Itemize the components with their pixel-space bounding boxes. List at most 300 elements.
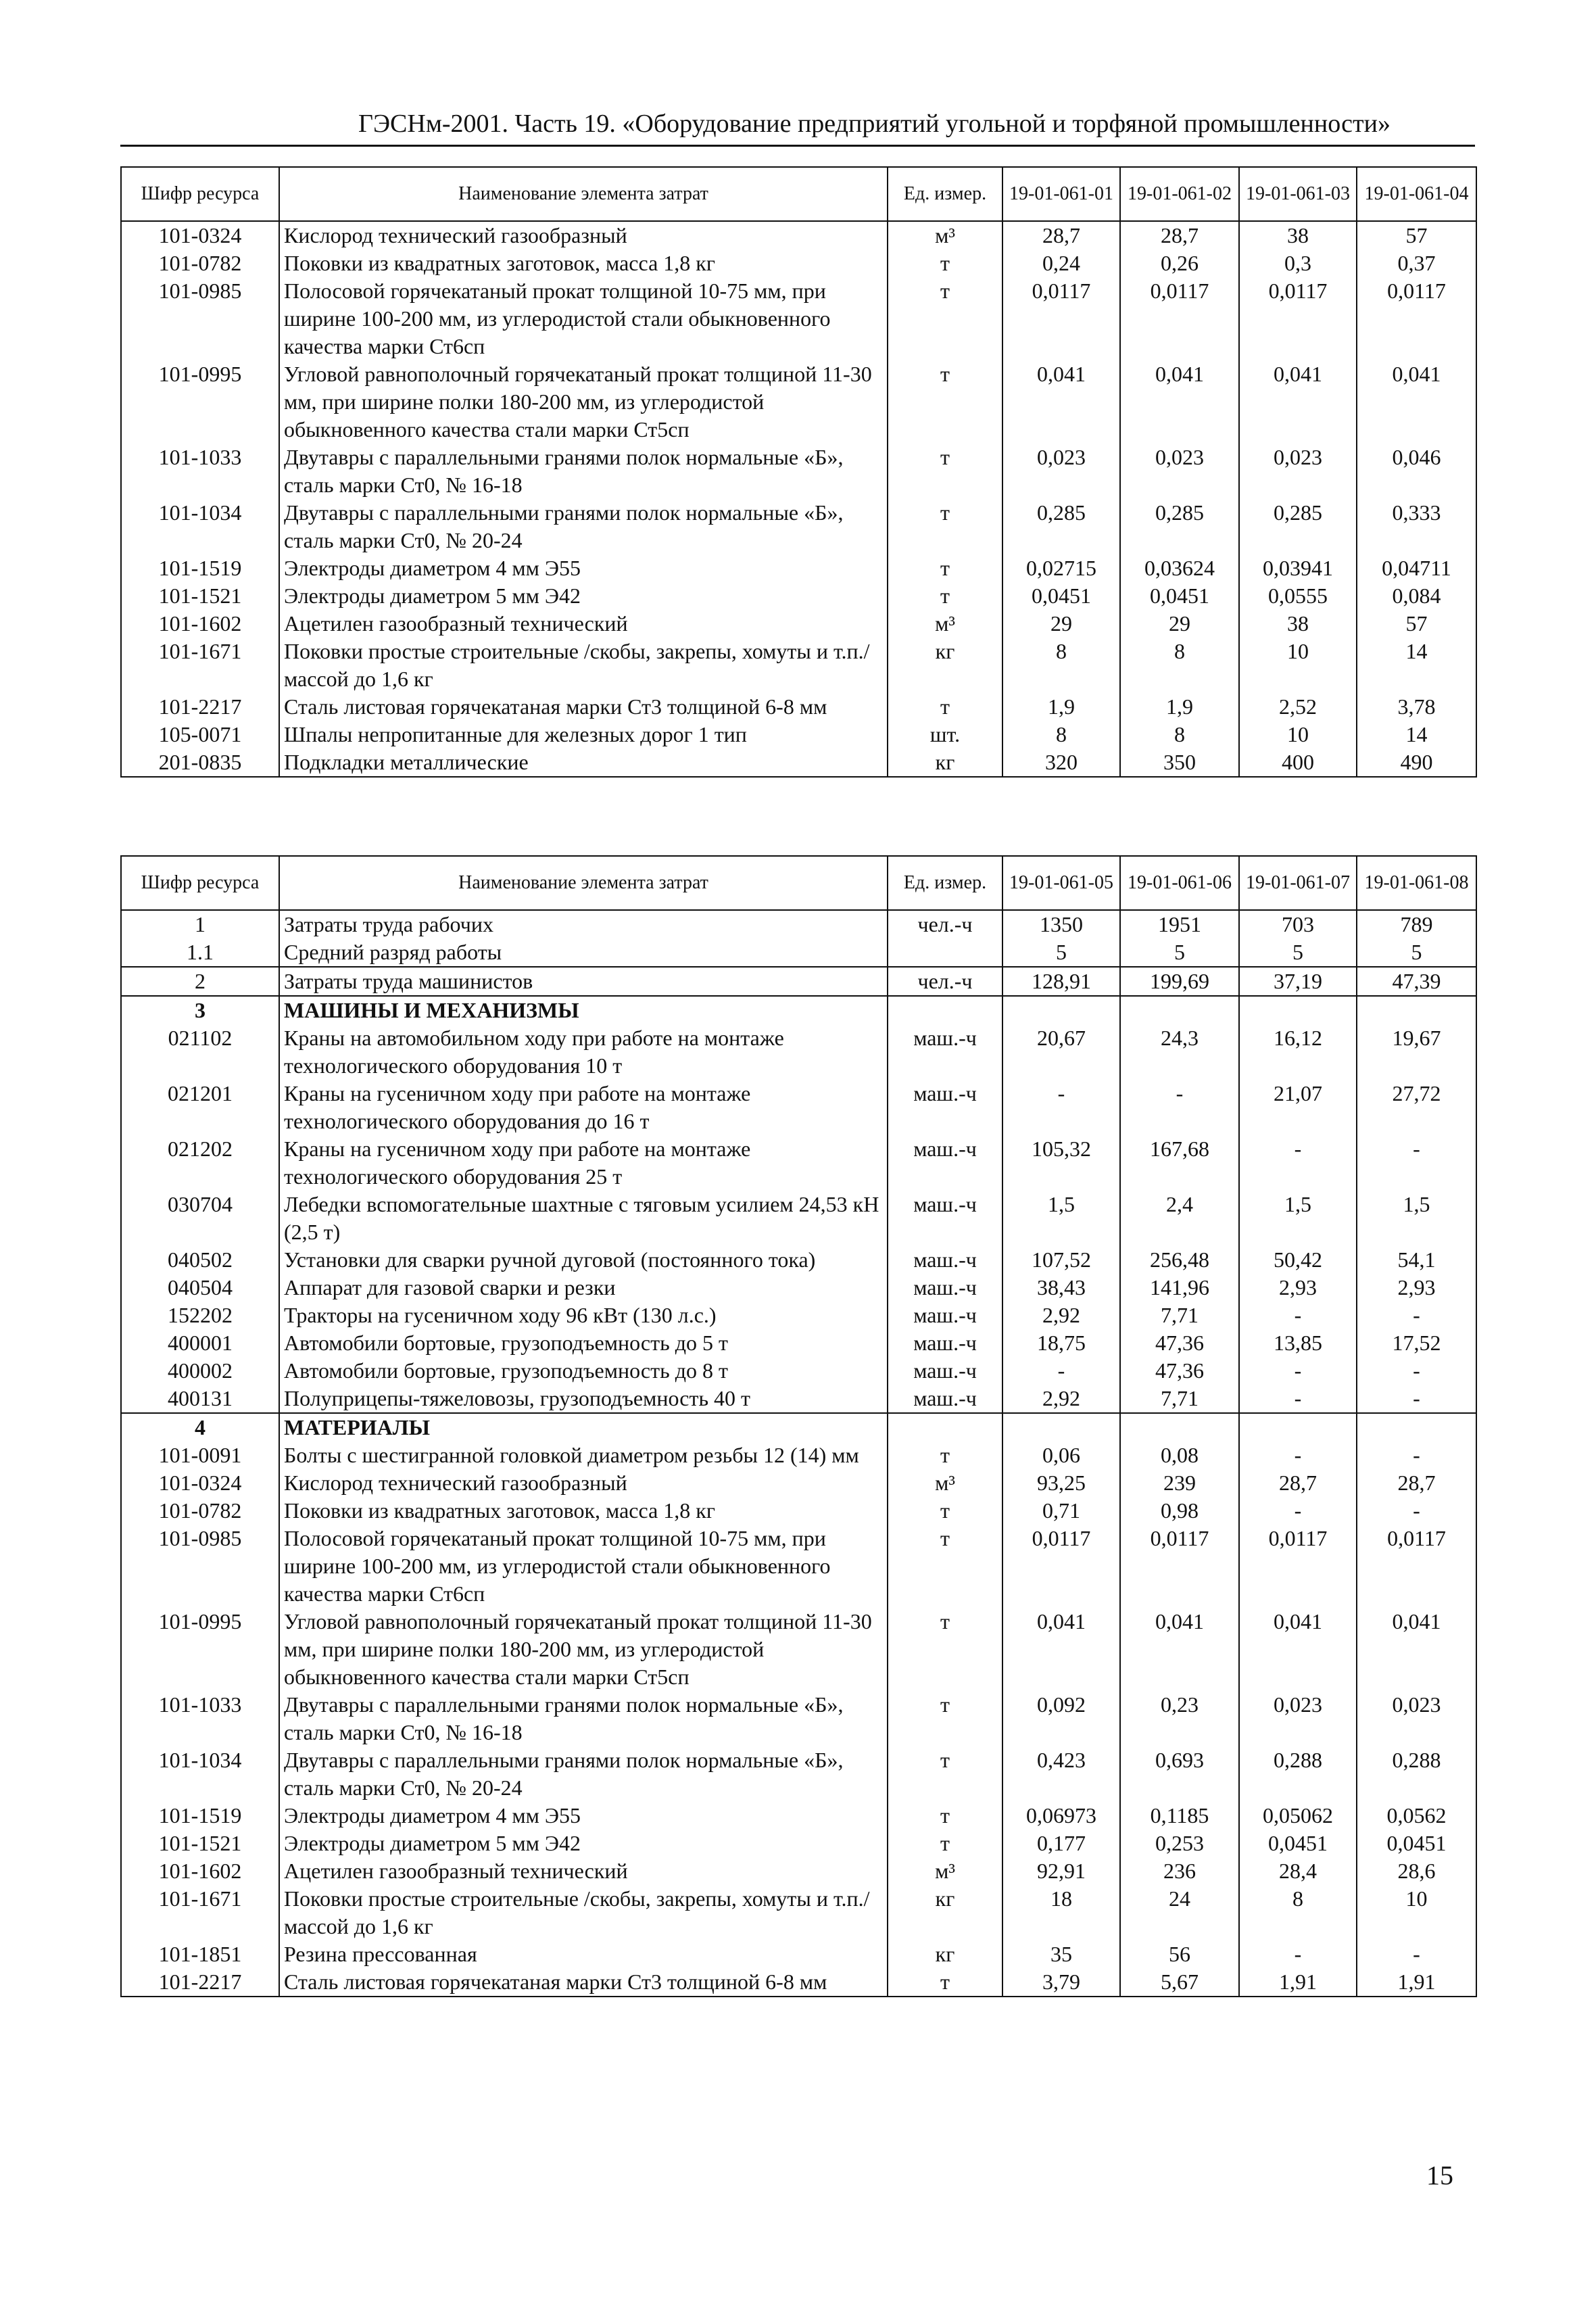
cell-value-4: 28,6 [1357, 1857, 1476, 1885]
cell-unit: т [888, 1497, 1002, 1525]
cell-value-3: 37,19 [1239, 967, 1357, 996]
cell-value-1: 20,67 [1002, 1024, 1120, 1080]
cell-unit: т [888, 499, 1002, 554]
cell-value-2: 0,041 [1120, 360, 1239, 444]
cell-code: 040504 [121, 1274, 279, 1302]
resource-table-1 [120, 166, 1477, 778]
cell-name: Краны на автомобильном ходу при работе на монтаже технологического оборудования 10 т [279, 1024, 888, 1080]
cell-value-3: 16,12 [1239, 1024, 1357, 1080]
cell-code: 101-1602 [121, 610, 279, 638]
cell-code: 101-0782 [121, 249, 279, 277]
cell-value-4: 27,72 [1357, 1080, 1476, 1135]
table-row [121, 554, 1476, 582]
cell-code: 101-1034 [121, 499, 279, 554]
cell-value-4: 490 [1357, 748, 1476, 777]
col-header-unit: Ед. измер. [888, 856, 1002, 910]
cell-unit: маш.-ч [888, 1246, 1002, 1274]
table-row [121, 1802, 1476, 1830]
cell-code: 021201 [121, 1080, 279, 1135]
col-header-code: Шифр ресурса [121, 856, 279, 910]
cell-value-4: 1,5 [1357, 1191, 1476, 1246]
cell-value-2: 350 [1120, 748, 1239, 777]
col-header-unit: Ед. измер. [888, 167, 1002, 221]
table-row [121, 1385, 1476, 1413]
cell-value-4: 28,7 [1357, 1469, 1476, 1497]
table-row [121, 1246, 1476, 1274]
cell-code: 101-0091 [121, 1441, 279, 1469]
cell-unit: т [888, 1802, 1002, 1830]
cell-name: Установки для сварки ручной дуговой (постоянного тока) [279, 1246, 888, 1274]
cell-value-3: 28,7 [1239, 1469, 1357, 1497]
cell-unit: шт. [888, 721, 1002, 748]
cell-code: 101-0995 [121, 360, 279, 444]
cell-value-3: 10 [1239, 638, 1357, 693]
cell-value-2: 0,23 [1120, 1691, 1239, 1746]
cell-value-4: 0,041 [1357, 1608, 1476, 1691]
cell-code: 101-1033 [121, 444, 279, 499]
cell-code: 030704 [121, 1191, 279, 1246]
cell-name: Подкладки металлические [279, 748, 888, 777]
cell-value-4: 0,023 [1357, 1691, 1476, 1746]
table-row [121, 1940, 1476, 1968]
cell-code: 101-1519 [121, 554, 279, 582]
table-row [121, 1024, 1476, 1080]
cell-value-4: - [1357, 1385, 1476, 1413]
cell-name: МАТЕРИАЛЫ [279, 1413, 888, 1441]
cell-name: Лебедки вспомогательные шахтные с тяговым усилием 24,53 кН (2,5 т) [279, 1191, 888, 1246]
cell-code: 152202 [121, 1302, 279, 1329]
cell-value-3: 13,85 [1239, 1329, 1357, 1357]
cell-name: Ацетилен газообразный технический [279, 610, 888, 638]
cell-unit: т [888, 1691, 1002, 1746]
cell-value-4: 0,288 [1357, 1746, 1476, 1802]
cell-code: 400131 [121, 1385, 279, 1413]
cell-value-2: 0,98 [1120, 1497, 1239, 1525]
table-row [121, 721, 1476, 748]
cell-code: 1.1 [121, 938, 279, 967]
cell-name: Средний разряд работы [279, 938, 888, 967]
cell-unit: маш.-ч [888, 1024, 1002, 1080]
cell-value-3: 0,3 [1239, 249, 1357, 277]
cell-value-2: 167,68 [1120, 1135, 1239, 1191]
cell-code: 400002 [121, 1357, 279, 1385]
col-header-c1: 19-01-061-05 [1002, 856, 1120, 910]
cell-unit: т [888, 1968, 1002, 1997]
cell-value-3: 0,285 [1239, 499, 1357, 554]
cell-unit: м³ [888, 1857, 1002, 1885]
cell-unit: т [888, 249, 1002, 277]
cell-value-1: 0,71 [1002, 1497, 1120, 1525]
table-row [121, 1274, 1476, 1302]
cell-value-2: 0,03624 [1120, 554, 1239, 582]
cell-value-3: 400 [1239, 748, 1357, 777]
cell-name: Автомобили бортовые, грузоподъемность до 8 т [279, 1357, 888, 1385]
cell-value-3: 0,041 [1239, 1608, 1357, 1691]
cell-value-4: 2,93 [1357, 1274, 1476, 1302]
cell-value-1: 8 [1002, 638, 1120, 693]
table-row [121, 638, 1476, 693]
cell-value-1: 0,02715 [1002, 554, 1120, 582]
cell-unit [888, 938, 1002, 967]
cell-value-1: 320 [1002, 748, 1120, 777]
cell-value-1: 38,43 [1002, 1274, 1120, 1302]
cell-value-4 [1357, 996, 1476, 1024]
table-row [121, 444, 1476, 499]
cell-value-1 [1002, 996, 1120, 1024]
cell-value-2: 2,4 [1120, 1191, 1239, 1246]
cell-value-3: 38 [1239, 221, 1357, 249]
cell-value-2: 29 [1120, 610, 1239, 638]
cell-value-4: 0,084 [1357, 582, 1476, 610]
cell-unit: т [888, 1525, 1002, 1608]
table-row [121, 1830, 1476, 1857]
cell-value-2: 47,36 [1120, 1329, 1239, 1357]
cell-code: 1 [121, 910, 279, 938]
cell-value-3: 0,023 [1239, 444, 1357, 499]
cell-value-2: 141,96 [1120, 1274, 1239, 1302]
cell-unit: маш.-ч [888, 1329, 1002, 1357]
cell-value-3: 2,93 [1239, 1274, 1357, 1302]
cell-value-2: 0,1185 [1120, 1802, 1239, 1830]
cell-unit: маш.-ч [888, 1274, 1002, 1302]
cell-name: Двутавры с параллельными гранями полок нормальные «Б», сталь марки Ст0, № 20-24 [279, 1746, 888, 1802]
cell-value-1: 93,25 [1002, 1469, 1120, 1497]
table-row [121, 1857, 1476, 1885]
table-row [121, 249, 1476, 277]
table-row [121, 1329, 1476, 1357]
cell-unit: т [888, 1608, 1002, 1691]
cell-value-1: 0,041 [1002, 360, 1120, 444]
table-row [121, 221, 1476, 249]
cell-name: Электроды диаметром 5 мм Э42 [279, 582, 888, 610]
cell-unit: маш.-ч [888, 1080, 1002, 1135]
cell-code: 101-1033 [121, 1691, 279, 1746]
cell-value-4: - [1357, 1302, 1476, 1329]
cell-unit: т [888, 554, 1002, 582]
cell-value-4: - [1357, 1940, 1476, 1968]
cell-code: 101-1671 [121, 1885, 279, 1940]
table-row [121, 1885, 1476, 1940]
cell-unit: кг [888, 1885, 1002, 1940]
table-row [121, 1191, 1476, 1246]
cell-unit: т [888, 277, 1002, 360]
cell-value-2: 0,0117 [1120, 1525, 1239, 1608]
table-row [121, 1525, 1476, 1608]
cell-unit: т [888, 444, 1002, 499]
cell-value-2: 256,48 [1120, 1246, 1239, 1274]
cell-value-4: 0,0117 [1357, 277, 1476, 360]
cell-value-1: 107,52 [1002, 1246, 1120, 1274]
cell-unit: м³ [888, 610, 1002, 638]
cell-value-1: 0,0117 [1002, 1525, 1120, 1608]
cell-code: 101-1602 [121, 1857, 279, 1885]
cell-code: 101-1034 [121, 1746, 279, 1802]
cell-code: 101-2217 [121, 693, 279, 721]
cell-value-3: - [1239, 1302, 1357, 1329]
col-header-c3: 19-01-061-03 [1239, 167, 1357, 221]
cell-name: Двутавры с параллельными гранями полок нормальные «Б», сталь марки Ст0, № 16-18 [279, 444, 888, 499]
col-header-c2: 19-01-061-06 [1120, 856, 1239, 910]
table-row [121, 610, 1476, 638]
cell-value-4: 14 [1357, 721, 1476, 748]
cell-value-2: 0,041 [1120, 1608, 1239, 1691]
cell-code: 101-1851 [121, 1940, 279, 1968]
table-row [121, 1441, 1476, 1469]
cell-name: Двутавры с параллельными гранями полок нормальные «Б», сталь марки Ст0, № 20-24 [279, 499, 888, 554]
cell-value-4: - [1357, 1135, 1476, 1191]
cell-unit: маш.-ч [888, 1357, 1002, 1385]
cell-name: Краны на гусеничном ходу при работе на монтаже технологического оборудования 25 т [279, 1135, 888, 1191]
cell-value-2: 5 [1120, 938, 1239, 967]
table-row [121, 499, 1476, 554]
cell-name: Ацетилен газообразный технический [279, 1857, 888, 1885]
cell-value-4: 1,91 [1357, 1968, 1476, 1997]
cell-name: Электроды диаметром 5 мм Э42 [279, 1830, 888, 1857]
cell-name: Автомобили бортовые, грузоподъемность до 5 т [279, 1329, 888, 1357]
cell-code: 101-0324 [121, 1469, 279, 1497]
resource-table-2 [120, 855, 1477, 1997]
cell-value-2: 7,71 [1120, 1302, 1239, 1329]
cell-value-4 [1357, 1413, 1476, 1441]
cell-value-1: 2,92 [1002, 1385, 1120, 1413]
cell-value-3: 0,0451 [1239, 1830, 1357, 1857]
cell-value-1: 5 [1002, 938, 1120, 967]
cell-name: Угловой равнополочный горячекатаный прокат толщиной 11-30 мм, при ширине полки 180-200 мм, из углеродистой обыкновенного качества стали марки Ст5сп [279, 1608, 888, 1691]
cell-code: 101-1519 [121, 1802, 279, 1830]
table-row [121, 1413, 1476, 1441]
cell-name: Сталь листовая горячекатаная марки Ст3 толщиной 6-8 мм [279, 693, 888, 721]
cell-unit: м³ [888, 221, 1002, 249]
cell-value-4: 17,52 [1357, 1329, 1476, 1357]
cell-value-1: 0,24 [1002, 249, 1120, 277]
cell-value-4: 47,39 [1357, 967, 1476, 996]
cell-code: 101-1521 [121, 582, 279, 610]
cell-value-2: 1,9 [1120, 693, 1239, 721]
cell-value-4: 0,041 [1357, 360, 1476, 444]
cell-unit: т [888, 582, 1002, 610]
cell-code: 201-0835 [121, 748, 279, 777]
cell-value-1: 0,0451 [1002, 582, 1120, 610]
cell-value-3: 50,42 [1239, 1246, 1357, 1274]
cell-value-1: 105,32 [1002, 1135, 1120, 1191]
cell-value-2: 56 [1120, 1940, 1239, 1968]
cell-value-1: - [1002, 1080, 1120, 1135]
cell-value-3: 5 [1239, 938, 1357, 967]
cell-code: 105-0071 [121, 721, 279, 748]
cell-value-2: 0,285 [1120, 499, 1239, 554]
col-header-name: Наименование элемента затрат [279, 856, 888, 910]
cell-value-1: - [1002, 1357, 1120, 1385]
cell-unit: т [888, 1830, 1002, 1857]
cell-value-2: 47,36 [1120, 1357, 1239, 1385]
cell-unit [888, 996, 1002, 1024]
cell-code: 101-0995 [121, 1608, 279, 1691]
table-row [121, 1080, 1476, 1135]
cell-value-1: 28,7 [1002, 221, 1120, 249]
cell-value-3: 1,5 [1239, 1191, 1357, 1246]
cell-name: Резина прессованная [279, 1940, 888, 1968]
cell-value-2: - [1120, 1080, 1239, 1135]
cell-code: 101-0985 [121, 1525, 279, 1608]
cell-unit: м³ [888, 1469, 1002, 1497]
cell-value-2: 0,693 [1120, 1746, 1239, 1802]
cell-value-3: 28,4 [1239, 1857, 1357, 1885]
cell-name: Сталь листовая горячекатаная марки Ст3 толщиной 6-8 мм [279, 1968, 888, 1997]
cell-name: Затраты труда рабочих [279, 910, 888, 938]
cell-value-1: 3,79 [1002, 1968, 1120, 1997]
cell-value-3: 0,0555 [1239, 582, 1357, 610]
table-row [121, 1691, 1476, 1746]
table-row [121, 1135, 1476, 1191]
cell-value-1: 128,91 [1002, 967, 1120, 996]
cell-value-1: 2,92 [1002, 1302, 1120, 1329]
cell-value-3: 0,0117 [1239, 1525, 1357, 1608]
col-header-c4: 19-01-061-08 [1357, 856, 1476, 910]
cell-value-3: - [1239, 1497, 1357, 1525]
cell-code: 101-0985 [121, 277, 279, 360]
table-row [121, 1968, 1476, 1997]
table-row [121, 693, 1476, 721]
cell-value-1: 0,0117 [1002, 277, 1120, 360]
cell-name: Электроды диаметром 4 мм Э55 [279, 554, 888, 582]
cell-value-2: 199,69 [1120, 967, 1239, 996]
cell-value-4: 57 [1357, 221, 1476, 249]
cell-name: Кислород технический газообразный [279, 221, 888, 249]
page-number: 15 [1426, 2160, 1453, 2191]
cell-value-1: 0,06 [1002, 1441, 1120, 1469]
cell-name: Поковки простые строительные /скобы, закрепы, хомуты и т.п./ массой до 1,6 кг [279, 638, 888, 693]
cell-code: 2 [121, 967, 279, 996]
cell-code: 400001 [121, 1329, 279, 1357]
cell-name: МАШИНЫ И МЕХАНИЗМЫ [279, 996, 888, 1024]
cell-value-3: 703 [1239, 910, 1357, 938]
cell-value-2: 7,71 [1120, 1385, 1239, 1413]
cell-value-3: 0,041 [1239, 360, 1357, 444]
table-row [121, 1746, 1476, 1802]
cell-code: 101-0324 [121, 221, 279, 249]
cell-value-2: 1951 [1120, 910, 1239, 938]
cell-name: Поковки из квадратных заготовок, масса 1,8 кг [279, 249, 888, 277]
table-row [121, 1357, 1476, 1385]
cell-value-3: 0,0117 [1239, 277, 1357, 360]
cell-code: 101-1671 [121, 638, 279, 693]
table-row [121, 1302, 1476, 1329]
table-row [121, 360, 1476, 444]
cell-value-3: 2,52 [1239, 693, 1357, 721]
cell-value-2: 28,7 [1120, 221, 1239, 249]
cell-value-4: 19,67 [1357, 1024, 1476, 1080]
cell-name: Аппарат для газовой сварки и резки [279, 1274, 888, 1302]
cell-value-4: - [1357, 1497, 1476, 1525]
cell-code: 021102 [121, 1024, 279, 1080]
cell-value-3: 0,05062 [1239, 1802, 1357, 1830]
cell-value-4: 0,333 [1357, 499, 1476, 554]
cell-value-1: 0,285 [1002, 499, 1120, 554]
cell-value-4: - [1357, 1441, 1476, 1469]
cell-value-4: 14 [1357, 638, 1476, 693]
cell-value-3: 10 [1239, 721, 1357, 748]
cell-unit: т [888, 360, 1002, 444]
cell-unit: кг [888, 638, 1002, 693]
table-row [121, 748, 1476, 777]
cell-value-1: 1,5 [1002, 1191, 1120, 1246]
cell-value-2: 0,253 [1120, 1830, 1239, 1857]
table-row [121, 582, 1476, 610]
cell-value-1: 0,041 [1002, 1608, 1120, 1691]
cell-value-3: 0,023 [1239, 1691, 1357, 1746]
cell-name: Краны на гусеничном ходу при работе на монтаже технологического оборудования до 16 т [279, 1080, 888, 1135]
table-header-row [121, 167, 1476, 221]
cell-unit [888, 1413, 1002, 1441]
cell-value-4: 10 [1357, 1885, 1476, 1940]
cell-value-2: 239 [1120, 1469, 1239, 1497]
cell-value-4: 57 [1357, 610, 1476, 638]
cell-unit: маш.-ч [888, 1135, 1002, 1191]
cell-value-2 [1120, 1413, 1239, 1441]
cell-code: 101-0782 [121, 1497, 279, 1525]
cell-name: Поковки простые строительные /скобы, закрепы, хомуты и т.п./ массой до 1,6 кг [279, 1885, 888, 1940]
cell-value-2: 0,0451 [1120, 582, 1239, 610]
cell-value-3: 8 [1239, 1885, 1357, 1940]
table-row [121, 910, 1476, 938]
cell-value-1: 1,9 [1002, 693, 1120, 721]
cell-name: Полосовой горячекатаный прокат толщиной 10-75 мм, при ширине 100-200 мм, из углеродистой стали обыкновенного качества марки Ст6сп [279, 1525, 888, 1608]
cell-value-2: 24 [1120, 1885, 1239, 1940]
cell-value-1: 0,023 [1002, 444, 1120, 499]
cell-value-3: - [1239, 1940, 1357, 1968]
cell-unit: т [888, 1441, 1002, 1469]
table-row [121, 996, 1476, 1024]
cell-value-3: - [1239, 1385, 1357, 1413]
cell-value-3: - [1239, 1135, 1357, 1191]
page-header: ГЭСНм-2001. Часть 19. «Оборудование предприятий угольной и торфяной промышленности» [358, 110, 1391, 138]
cell-name: Затраты труда машинистов [279, 967, 888, 996]
cell-name: Шпалы непропитанные для железных дорог 1 тип [279, 721, 888, 748]
header-rule [120, 145, 1475, 147]
cell-value-2: 0,26 [1120, 249, 1239, 277]
cell-value-2: 5,67 [1120, 1968, 1239, 1997]
cell-value-4: 5 [1357, 938, 1476, 967]
cell-unit: чел.-ч [888, 910, 1002, 938]
cell-name: Тракторы на гусеничном ходу 96 кВт (130 л.с.) [279, 1302, 888, 1329]
table-row [121, 967, 1476, 996]
cell-value-4: 789 [1357, 910, 1476, 938]
col-header-c3: 19-01-061-07 [1239, 856, 1357, 910]
cell-value-2: 0,08 [1120, 1441, 1239, 1469]
cell-name: Электроды диаметром 4 мм Э55 [279, 1802, 888, 1830]
cell-name: Болты с шестигранной головкой диаметром резьбы 12 (14) мм [279, 1441, 888, 1469]
col-header-name: Наименование элемента затрат [279, 167, 888, 221]
table-row [121, 277, 1476, 360]
cell-code: 021202 [121, 1135, 279, 1191]
col-header-c2: 19-01-061-02 [1120, 167, 1239, 221]
cell-name: Двутавры с параллельными гранями полок нормальные «Б», сталь марки Ст0, № 16-18 [279, 1691, 888, 1746]
cell-value-4: 0,046 [1357, 444, 1476, 499]
cell-unit: чел.-ч [888, 967, 1002, 996]
cell-value-1: 35 [1002, 1940, 1120, 1968]
cell-value-4: 0,0117 [1357, 1525, 1476, 1608]
cell-name: Полуприцепы-тяжеловозы, грузоподъемность 40 т [279, 1385, 888, 1413]
cell-value-1: 18 [1002, 1885, 1120, 1940]
cell-code: 3 [121, 996, 279, 1024]
cell-value-3: 21,07 [1239, 1080, 1357, 1135]
cell-value-2: 8 [1120, 638, 1239, 693]
cell-name: Поковки из квадратных заготовок, масса 1,8 кг [279, 1497, 888, 1525]
cell-value-1: 0,06973 [1002, 1802, 1120, 1830]
table-header-row [121, 856, 1476, 910]
cell-value-4: 3,78 [1357, 693, 1476, 721]
table-row [121, 938, 1476, 967]
